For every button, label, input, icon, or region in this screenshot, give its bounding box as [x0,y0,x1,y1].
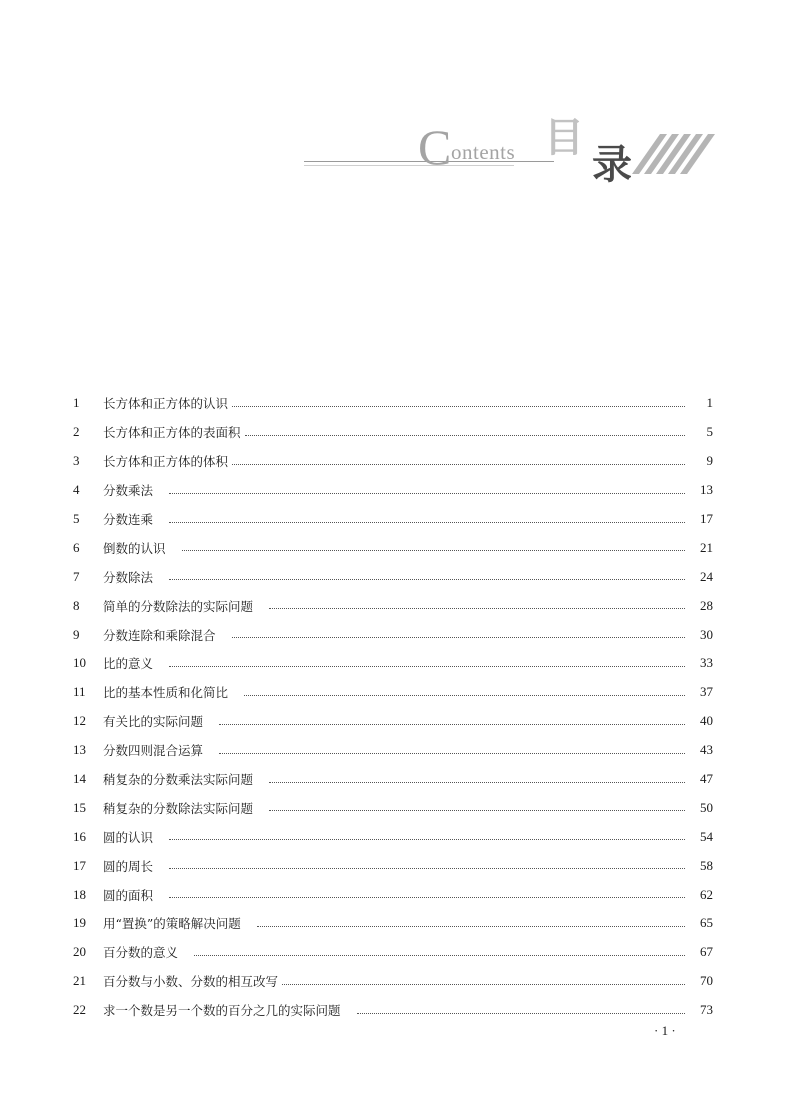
toc-entry-title: 百分数的意义 [103,945,179,961]
toc-entry-page: 30 [700,626,713,642]
heading-lu: 录 [592,141,632,188]
toc-entry-title: 比的意义 [103,656,154,672]
dot-leader [282,984,685,985]
dot-leader [269,608,685,609]
contents-word: ontents [451,140,516,164]
dot-leader [169,579,685,580]
contents-header [300,114,720,195]
toc-entry-number: 15 [73,799,86,815]
toc-entry [73,938,713,967]
heading-mu: 目 [544,114,584,161]
toc-entry-number: 20 [73,944,86,960]
toc-entry-title: 简单的分数除法的实际问题 [103,598,254,614]
toc-entry-page: 17 [700,511,713,526]
toc-entry-title: 圆的认识 [103,829,154,845]
toc-entry-number: 4 [73,482,80,498]
toc-entry [73,765,713,794]
dot-leader [244,695,685,696]
toc-entry-page: 70 [700,973,713,989]
toc-entry [73,505,713,534]
dot-leader [269,810,685,811]
toc-entry-page: 5 [706,424,713,440]
toc-entry-page: 65 [700,915,713,931]
toc-entry [73,880,713,909]
dot-leader [169,666,685,667]
toc-entry-number: 10 [73,655,86,671]
toc-entry [73,678,713,707]
toc-entry [73,822,713,851]
toc-entry-number: 11 [73,684,86,700]
toc-entry-title: 百分数与小数、分数的相互改写 [103,974,279,990]
toc-entry-page: 58 [700,857,713,873]
toc-entry-number: 1 [73,395,80,411]
toc-entry-page: 47 [700,771,713,787]
toc-entry [73,447,713,476]
toc-entry [73,736,713,765]
toc-entry-page: 73 [700,1002,713,1018]
decorative-stripes [632,134,712,174]
toc-entry-number: 7 [73,568,80,584]
toc-entry-number: 8 [73,597,80,613]
dot-leader [219,724,685,725]
toc-entry-number: 14 [73,771,86,787]
toc-entry-number: 6 [73,539,80,555]
toc-entry-page: 9 [706,453,713,469]
dot-leader [357,1013,685,1014]
dot-leader [169,868,685,869]
toc-entry-number: 22 [73,1002,86,1018]
toc-entry [73,967,713,996]
toc-entry-number: 19 [73,915,86,931]
toc-entry-number: 12 [73,713,86,729]
toc-entry-title: 分数除法 [103,569,154,585]
toc-entry-title: 稍复杂的分数乘法实际问题 [103,772,254,788]
toc-entry-page: 54 [700,828,713,844]
toc-entry [73,909,713,938]
toc-entry-title: 用“置换”的策略解决问题 [103,916,241,932]
toc-entry-title: 分数连除和乘除混合 [103,627,216,643]
toc-entry-title: 求一个数是另一个数的百分之几的实际问题 [103,1003,341,1019]
toc-entry-number: 18 [73,886,86,902]
toc-entry-title: 长方体和正方体的表面积 [103,425,241,441]
contents-initial: C [418,119,452,175]
dot-leader [269,782,685,783]
toc-entry-title: 分数乘法 [103,483,154,499]
toc-entry-title: 长方体和正方体的认识 [103,396,229,412]
dot-leader [182,550,685,551]
toc-entry-number: 17 [73,857,86,873]
toc-entry-page: 40 [700,713,713,729]
toc-entry-page: 62 [700,886,713,902]
dot-leader [232,406,685,407]
dot-leader [245,435,685,436]
dot-leader [169,839,685,840]
toc-entry-page: 33 [700,655,713,671]
toc-entry-title: 分数四则混合运算 [103,743,204,759]
toc-entry-title: 分数连乘 [103,512,154,527]
toc-entry-page: 13 [700,482,713,498]
dot-leader [232,637,685,638]
table-of-contents [73,389,713,1025]
header-rule-thin [304,165,514,166]
toc-entry-page: 50 [700,799,713,815]
toc-entry-title: 圆的周长 [103,858,154,874]
toc-entry-page: 37 [700,684,713,700]
toc-entry-number: 13 [73,742,86,758]
toc-entry-title: 长方体和正方体的体积 [103,454,229,470]
toc-entry-page: 1 [706,395,713,411]
toc-entry [73,389,713,418]
dot-leader [232,464,685,465]
toc-entry-number: 16 [73,828,86,844]
toc-entry [73,591,713,620]
toc-entry [73,533,713,562]
toc-entry-page: 21 [700,539,713,555]
toc-entry [73,793,713,822]
toc-entry [73,418,713,447]
toc-entry [73,851,713,880]
dot-leader [219,753,685,754]
toc-entry-number: 21 [73,973,86,989]
toc-entry [73,649,713,678]
dot-leader [169,493,685,494]
toc-entry-number: 9 [73,626,80,642]
toc-entry-title: 比的基本性质和化简比 [103,685,229,701]
toc-entry-title: 圆的面积 [103,887,154,903]
toc-entry-page: 24 [700,568,713,584]
dot-leader [257,926,685,927]
toc-entry [73,476,713,505]
toc-entry-number: 5 [73,511,80,526]
toc-entry [73,996,713,1025]
toc-entry [73,620,713,649]
toc-entry-number: 3 [73,453,80,469]
dot-leader [194,955,685,956]
toc-entry-page: 28 [700,597,713,613]
toc-entry-title: 倒数的认识 [103,540,166,556]
page-number: · 1 · [654,1023,676,1038]
dot-leader [169,897,685,898]
toc-entry-page: 43 [700,742,713,758]
toc-entry-page: 67 [700,944,713,960]
dot-leader [169,522,685,523]
toc-entry [73,707,713,736]
toc-entry [73,562,713,591]
toc-entry-title: 稍复杂的分数除法实际问题 [103,800,254,816]
toc-entry-title: 有关比的实际问题 [103,714,204,730]
toc-entry-number: 2 [73,424,80,440]
